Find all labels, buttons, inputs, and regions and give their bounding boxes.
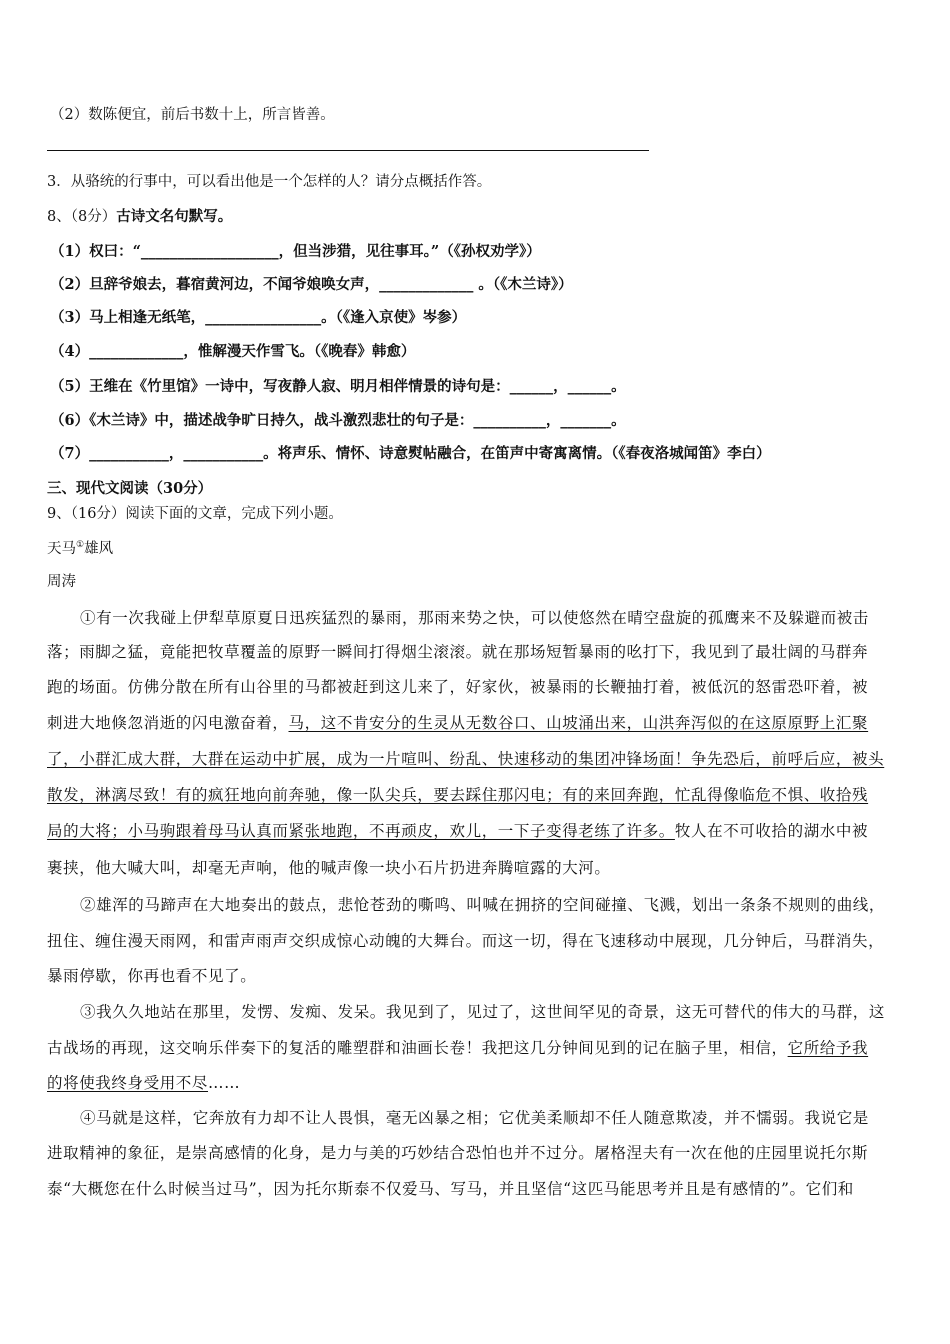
recitation-item: （1）权曰：“___________________，但当涉猎，见往事耳。”（《孙权劝学》） (50, 243, 541, 260)
text-span: 刺进大地倏忽消逝的闪电激奋着， (47, 714, 289, 732)
article-author: 周涛 (47, 574, 76, 590)
underlined-text: 马，这不肯安分的生灵从无数谷口、山坡涌出来，山洪奔泻似的在这原原野上汇聚 (288, 714, 869, 732)
article-title-main: 天马 (47, 541, 76, 557)
recitation-item: （4）_____________，惟解漫天作雪飞。（《晚春》韩愈） (50, 343, 416, 360)
article-title (47, 537, 113, 558)
recitation-item: （7）___________，___________。将声乐、情怀、诗意熨帖融合，在笛声中寄寓离情。（《春夜洛城闻笛》李白） (50, 445, 771, 462)
underlined-text: 了，小群汇成大群，大群在运动中扩展，成为一片喧叫、纷乱、快速移动的集团冲锋场面！争先恐后，前呼后应，被头 (47, 750, 885, 768)
recitation-item: （2）旦辞爷娘去，暮宿黄河边，不闻爷娘唤女声，_____________ 。（《木兰诗》） (50, 276, 573, 293)
article-line (47, 1177, 905, 1199)
answer-line (47, 150, 649, 151)
article-line (47, 711, 905, 733)
recitation-item: （5）王维在《竹里馆》一诗中，写夜静人寂、明月相伴情景的诗句是：______，______。 (50, 378, 626, 395)
recitation-item: （3）马上相逢无纸笔，________________。（《逢入京使》岑参） (50, 309, 467, 326)
article-line (47, 929, 905, 951)
question-2-item-2: （2）数陈便宜，前后书数十上，所言皆善。 (50, 107, 335, 123)
question-3: 3．从骆统的行事中，可以看出他是一个怎样的人？请分点概括作答。 (47, 174, 492, 190)
section-3-heading: 三、现代文阅读（30分） (47, 480, 213, 497)
article-line (80, 606, 905, 628)
recitation-item: （6）《木兰诗》中，描述战争旷日持久，战斗激烈悲壮的句子是：__________，_______。 (50, 412, 626, 429)
article-title-rest: 雄风 (84, 541, 114, 557)
text-span: ②雄浑的马蹄声在大地奏出的鼓点，悲怆苍劲的嘶鸣、叫喊在拥挤的空间碰撞、飞溅，划出一条条不规则的曲线， (80, 896, 886, 914)
article-line (47, 1071, 905, 1093)
question-8-header (47, 205, 232, 226)
article-line (47, 819, 905, 841)
underlined-text: 的将使我终身受用不尽 (47, 1074, 209, 1092)
article-line (80, 1106, 905, 1128)
question-8-points: 8、（8分） (47, 209, 117, 225)
text-span: 古战场的再现，这交响乐伴奏下的复活的雕塑群和油画长卷！我把这几分钟间见到的记在脑子里，相信， (47, 1039, 788, 1057)
text-span: 裹挟，他大喊大叫，却毫无声响，他的喊声像一块小石片扔进奔腾喧露的大河。 (47, 859, 611, 877)
text-span: 落；雨脚之猛，竟能把牧草覆盖的原野一瞬间打得烟尘滚滚。就在那场短暂暴雨的吆打下，我见到了最壮阔的马群奔 (47, 643, 869, 661)
text-span: 泰“大概您在什么时候当过马”，因为托尔斯泰不仅爱马、写马，并且坚信“这匹马能思考并且是有感情的”。它们和 (47, 1180, 854, 1198)
text-span: ④马就是这样，它奔放有力却不让人畏惧，毫无凶暴之相；它优美柔顺却不任人随意欺凌，并不懦弱。我说它是 (80, 1109, 869, 1127)
footnote-marker: ① (76, 540, 85, 551)
article-line (47, 1036, 905, 1058)
article-line (47, 783, 905, 805)
underlined-text: 它所给予我 (787, 1039, 869, 1057)
text-span: …… (208, 1074, 241, 1092)
text-span: 跑的场面。仿佛分散在所有山谷里的马都被赶到这儿来了，好家伙，被暴雨的长鞭抽打着，被低沉的怒雷恐吓着，被 (47, 678, 869, 696)
article-line (47, 1141, 905, 1163)
article-line (47, 856, 905, 878)
question-8-title: 古诗文名句默写。 (116, 208, 233, 225)
text-span: ③我久久地站在那里，发愣、发痴、发呆。我见到了，见过了，这世间罕见的奇景，这无可替代的伟大的马群，这 (80, 1003, 886, 1021)
article-line (47, 747, 905, 769)
question-9: 9、（16分）阅读下面的文章，完成下列小题。 (47, 506, 343, 522)
underlined-text: 局的大将；小马驹跟着母马认真而紧张地跑，不再顽皮，欢儿，一下子变得老练了许多。 (47, 822, 675, 840)
text-span: 暴雨停歇，你再也看不见了。 (47, 967, 257, 985)
text-span: 牧人在不可收拾的湖水中被 (674, 822, 869, 840)
article-line (47, 675, 905, 697)
underlined-text: 散发，淋漓尽致！有的疯狂地向前奔驰，像一队尖兵，要去踩住那闪电；有的来回奔跑，忙乱得像临危不惧、收拾残 (47, 786, 869, 804)
article-line (80, 1000, 905, 1022)
article-line (80, 893, 905, 915)
text-span: 进取精神的象征，是崇高感情的化身，是力与美的巧妙结合恐怕也并不过分。屠格涅夫有一次在他的庄园里说托尔斯 (47, 1144, 869, 1162)
text-span: 扭住、缠住漫天雨网，和雷声雨声交织成惊心动魄的大舞台。而这一切，得在飞速移动中展现，几分钟后，马群消失， (47, 932, 885, 950)
text-span: ①有一次我碰上伊犁草原夏日迅疾猛烈的暴雨，那雨来势之快，可以使悠然在晴空盘旋的孤鹰来不及躲避而被击 (80, 609, 869, 627)
article-line (47, 640, 905, 662)
article-line (47, 964, 905, 986)
